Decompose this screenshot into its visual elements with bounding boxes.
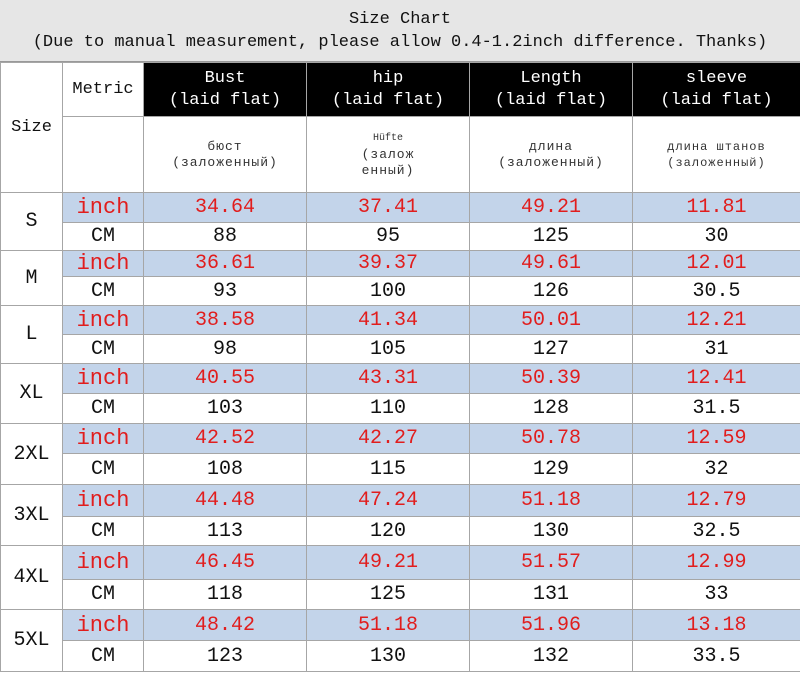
- metric-inch-label: inch: [63, 251, 144, 277]
- cm-value-cell: 108: [144, 454, 307, 485]
- inch-value-cell: 50.39: [470, 364, 633, 394]
- cm-value-cell: 31: [633, 335, 800, 364]
- cm-value-cell: 120: [307, 517, 470, 546]
- inch-value-cell: 49.21: [470, 193, 633, 223]
- cm-row: [1, 580, 800, 610]
- cm-value-cell: 33.5: [633, 641, 800, 672]
- bust-header: [144, 63, 307, 117]
- size-label: 4XL: [1, 546, 63, 610]
- cm-value-cell: 98: [144, 335, 307, 364]
- bust-russian-line-2: (заложенный): [172, 154, 278, 170]
- inch-value-cell: 12.21: [633, 306, 800, 335]
- inch-value-cell: 39.37: [307, 251, 470, 277]
- inch-value-cell: 13.18: [633, 610, 800, 641]
- inch-value-cell: 12.99: [633, 546, 800, 580]
- inch-row: [1, 546, 800, 580]
- size-label: M: [1, 251, 63, 306]
- inch-value-cell: 46.45: [144, 546, 307, 580]
- cm-value-cell: 33: [633, 580, 800, 610]
- inch-value-cell: 38.58: [144, 306, 307, 335]
- cm-value-cell: 130: [307, 641, 470, 672]
- metric-inch-label: inch: [63, 193, 144, 223]
- hip-header: [307, 63, 470, 117]
- sleeve-header-label: sleeve: [685, 68, 748, 88]
- inch-row: [1, 306, 800, 335]
- cm-row: [1, 335, 800, 364]
- inch-value-cell: 40.55: [144, 364, 307, 394]
- size-label: L: [1, 306, 63, 364]
- inch-value-cell: 36.61: [144, 251, 307, 277]
- hip-russian-line-1: Hüfte: [372, 132, 403, 144]
- inch-value-cell: 34.64: [144, 193, 307, 223]
- inch-value-cell: 48.42: [144, 610, 307, 641]
- inch-value-cell: 11.81: [633, 193, 800, 223]
- cm-row: [1, 641, 800, 672]
- metric-cm-label: CM: [63, 277, 144, 306]
- inch-value-cell: 42.52: [144, 424, 307, 454]
- inch-value-cell: 44.48: [144, 485, 307, 517]
- cm-value-cell: 105: [307, 335, 470, 364]
- inch-value-cell: 37.41: [307, 193, 470, 223]
- inch-value-cell: 51.18: [470, 485, 633, 517]
- bust-russian-line-1: бюст: [207, 138, 243, 154]
- metric-header: Metric: [63, 63, 144, 117]
- cm-value-cell: 93: [144, 277, 307, 306]
- size-table: [0, 62, 800, 672]
- cm-value-cell: 131: [470, 580, 633, 610]
- cm-value-cell: 110: [307, 394, 470, 424]
- inch-value-cell: 43.31: [307, 364, 470, 394]
- cm-value-cell: 32.5: [633, 517, 800, 546]
- cm-value-cell: 129: [470, 454, 633, 485]
- cm-value-cell: 32: [633, 454, 800, 485]
- inch-value-cell: 49.61: [470, 251, 633, 277]
- chart-title: Size Chart: [348, 10, 452, 29]
- title-block: [0, 0, 800, 62]
- inch-value-cell: 47.24: [307, 485, 470, 517]
- sleeve-russian-label: [633, 117, 800, 193]
- cm-row: [1, 277, 800, 306]
- inch-row: [1, 364, 800, 394]
- size-label: S: [1, 193, 63, 251]
- russian-header-row: [1, 117, 800, 193]
- cm-value-cell: 125: [307, 580, 470, 610]
- inch-value-cell: 49.21: [307, 546, 470, 580]
- inch-row: [1, 251, 800, 277]
- metric-inch-label: inch: [63, 364, 144, 394]
- header-row: [1, 63, 800, 117]
- inch-value-cell: 51.96: [470, 610, 633, 641]
- metric-header-blank: [63, 117, 144, 193]
- hip-russian-line-2: (залож: [361, 146, 415, 162]
- sleeve-russian-line-1: длина штанов: [667, 139, 766, 154]
- length-russian-line-1: длина: [528, 138, 573, 154]
- cm-value-cell: 128: [470, 394, 633, 424]
- cm-row: [1, 394, 800, 424]
- sleeve-header: [633, 63, 800, 117]
- hip-russian-label: [307, 117, 470, 193]
- cm-value-cell: 132: [470, 641, 633, 672]
- size-header: Size: [1, 63, 63, 193]
- metric-cm-label: CM: [63, 223, 144, 251]
- length-russian-line-2: (заложенный): [498, 154, 604, 170]
- cm-value-cell: 118: [144, 580, 307, 610]
- metric-cm-label: CM: [63, 394, 144, 424]
- sleeve-header-sub: (laid flat): [660, 90, 773, 110]
- cm-value-cell: 125: [470, 223, 633, 251]
- metric-inch-label: inch: [63, 306, 144, 335]
- cm-value-cell: 103: [144, 394, 307, 424]
- cm-value-cell: 100: [307, 277, 470, 306]
- inch-row: [1, 610, 800, 641]
- hip-header-label: hip: [372, 68, 404, 88]
- size-label: 2XL: [1, 424, 63, 485]
- hip-header-sub: (laid flat): [331, 90, 445, 110]
- cm-row: [1, 454, 800, 485]
- inch-value-cell: 51.57: [470, 546, 633, 580]
- inch-value-cell: 50.01: [470, 306, 633, 335]
- metric-cm-label: CM: [63, 580, 144, 610]
- metric-cm-label: CM: [63, 335, 144, 364]
- bust-russian-label: [144, 117, 307, 193]
- sleeve-russian-line-2: (заложенный): [667, 155, 766, 170]
- length-header-sub: (laid flat): [494, 90, 608, 110]
- size-label: XL: [1, 364, 63, 424]
- metric-inch-label: inch: [63, 610, 144, 641]
- size-label: 5XL: [1, 610, 63, 672]
- cm-value-cell: 88: [144, 223, 307, 251]
- hip-russian-line-3: енный): [361, 162, 415, 178]
- inch-value-cell: 50.78: [470, 424, 633, 454]
- bust-header-sub: (laid flat): [168, 90, 282, 110]
- metric-inch-label: inch: [63, 485, 144, 517]
- inch-value-cell: 51.18: [307, 610, 470, 641]
- metric-inch-label: inch: [63, 546, 144, 580]
- inch-value-cell: 12.41: [633, 364, 800, 394]
- metric-inch-label: inch: [63, 424, 144, 454]
- cm-value-cell: 127: [470, 335, 633, 364]
- metric-cm-label: CM: [63, 517, 144, 546]
- length-russian-label: [470, 117, 633, 193]
- inch-value-cell: 12.01: [633, 251, 800, 277]
- inch-row: [1, 193, 800, 223]
- cm-value-cell: 126: [470, 277, 633, 306]
- cm-value-cell: 30: [633, 223, 800, 251]
- metric-cm-label: CM: [63, 454, 144, 485]
- inch-value-cell: 12.59: [633, 424, 800, 454]
- cm-value-cell: 95: [307, 223, 470, 251]
- inch-value-cell: 12.79: [633, 485, 800, 517]
- cm-value-cell: 30.5: [633, 277, 800, 306]
- size-label: 3XL: [1, 485, 63, 546]
- size-table-body: [1, 63, 800, 672]
- cm-value-cell: 130: [470, 517, 633, 546]
- cm-value-cell: 123: [144, 641, 307, 672]
- metric-cm-label: CM: [63, 641, 144, 672]
- cm-row: [1, 223, 800, 251]
- inch-value-cell: 41.34: [307, 306, 470, 335]
- cm-value-cell: 31.5: [633, 394, 800, 424]
- cm-value-cell: 113: [144, 517, 307, 546]
- bust-header-label: Bust: [204, 68, 246, 88]
- inch-row: [1, 424, 800, 454]
- cm-row: [1, 517, 800, 546]
- length-header: [470, 63, 633, 117]
- chart-subtitle: (Due to manual measurement, please allow 0.4-1.2inch difference. Thanks): [32, 33, 768, 52]
- cm-value-cell: 115: [307, 454, 470, 485]
- length-header-label: Length: [520, 68, 582, 88]
- inch-row: [1, 485, 800, 517]
- inch-value-cell: 42.27: [307, 424, 470, 454]
